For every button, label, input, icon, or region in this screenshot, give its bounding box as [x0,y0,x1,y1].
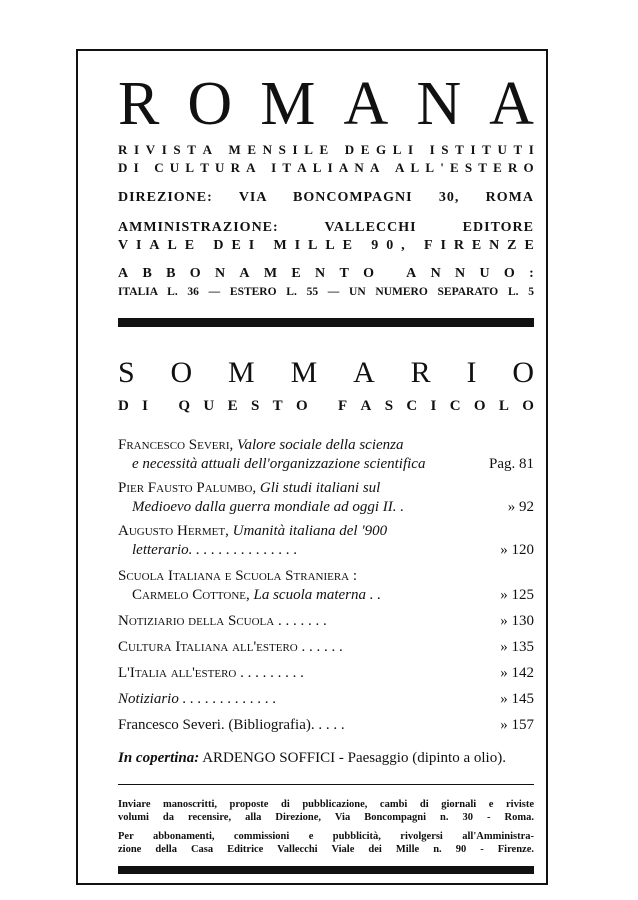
toc-author: Pier Fausto Palumbo [118,480,253,496]
toc-entry: Augusto Hermet, Umanità italiana del '900 letterario. . . . . . . . . . . . . . . » 120 [118,523,534,558]
toc-author: Augusto Hermet [118,523,226,539]
toc-page: » 120 [500,542,534,558]
toc-label: Francesco Severi. (Bibliografia). . . . . [118,717,345,733]
abbonamento-heading: A B B O N A M E N T O A N N U O : [118,266,534,281]
toc-label: Notiziario della Scuola . . . . . . . [118,613,327,629]
cover-credit-text: ARDENGO SOFFICI - Paesaggio (dipinto a olio). [202,750,506,766]
divider-thick-bottom [118,866,534,874]
toc-entry [118,716,534,736]
cover-credit-label: In copertina: [118,750,200,766]
toc-entry [118,638,534,658]
toc-author: Francesco Severi [118,437,230,453]
sommario-subheading: D I Q U E S T O F A S C I C O L O [118,398,534,414]
toc-label: Notiziario . . . . . . . . . . . . . [118,691,277,707]
masthead-title: R O M A N A [118,70,534,138]
toc-title-cont: Medioevo dalla guerra mondiale ad oggi II. . [132,499,405,515]
divider-thin [118,784,534,785]
toc-entry [118,664,534,684]
footer-note1-line2: volumi da recensire, alla Direzione, Via Boncompagni n. 30 - Roma. [118,812,534,823]
footer-note2-line1: Per abbonamenti, commissioni e pubblicità, rivolgersi all'Amministra- [118,831,534,842]
masthead-subtitle-line1: R I V I S T A M E N S I L E D E G L I I S T I T U T I [118,142,534,157]
toc-section: Scuola Italiana e Scuola Straniera : [118,568,358,584]
masthead-subtitle-line2: D I C U L T U R A I T A L I A N A A L L ' E S T E R O [118,160,534,175]
toc-title-cont: e necessità attuali dell'organizzazione scientifica [132,456,426,472]
toc-title: Umanità italiana del '900 [232,523,388,539]
toc-label: L'Italia all'estero . . . . . . . . . [118,665,304,681]
toc-page: » 130 [500,613,534,629]
toc-entry [118,612,534,632]
cover-credit [118,749,534,769]
toc-page: » 142 [500,665,534,681]
toc-entry: Francesco Severi, Valore sociale della scienza e necessità attuali dell'organizzazione scientifica Pag. 81 [118,437,534,472]
toc-page: » 145 [500,691,534,707]
toc-entry [118,690,534,710]
amministrazione-line1: AMMINISTRAZIONE: VALLECCHI EDITORE [118,220,534,235]
toc-entry: Pier Fausto Palumbo, Gli studi italiani sul Medioevo dalla guerra mondiale ad oggi II. . » 92 [118,480,534,515]
toc-author: Carmelo Cottone [132,587,246,603]
subscription-prices: ITALIA L. 36 — ESTERO L. 55 — UN NUMERO SEPARATO L. 5 [118,286,534,298]
toc-page: » 92 [507,499,534,515]
toc-page: Pag. 81 [489,456,534,472]
sommario-heading: S O M M A R I O [118,356,534,389]
toc-title: Valore sociale della scienza [237,437,404,453]
footer-note2-line2: zione della Casa Editrice Vallecchi Viale dei Mille n. 90 - Firenze. [118,844,534,855]
toc-title: La scuola materna . . [253,587,381,603]
footer-note1-line1: Inviare manoscritti, proposte di pubblicazione, cambi di giornali e riviste [118,799,534,810]
direzione-address: DIREZIONE: VIA BONCOMPAGNI 30, ROMA [118,190,534,205]
toc-page: » 135 [500,639,534,655]
toc-page: » 125 [500,587,534,603]
toc-page: » 157 [500,717,534,733]
divider-thick [118,318,534,327]
amministrazione-line2: V I A L E D E I M I L L E 9 0 , F I R E N Z E [118,238,534,253]
toc-title-cont: letterario. . . . . . . . . . . . . . . [132,542,298,558]
toc-title: Gli studi italiani sul [259,480,381,496]
toc-entry: Scuola Italiana e Scuola Straniera : Carmelo Cottone, La scuola materna . . » 125 [118,568,534,603]
toc-label: Cultura Italiana all'estero . . . . . . [118,639,343,655]
